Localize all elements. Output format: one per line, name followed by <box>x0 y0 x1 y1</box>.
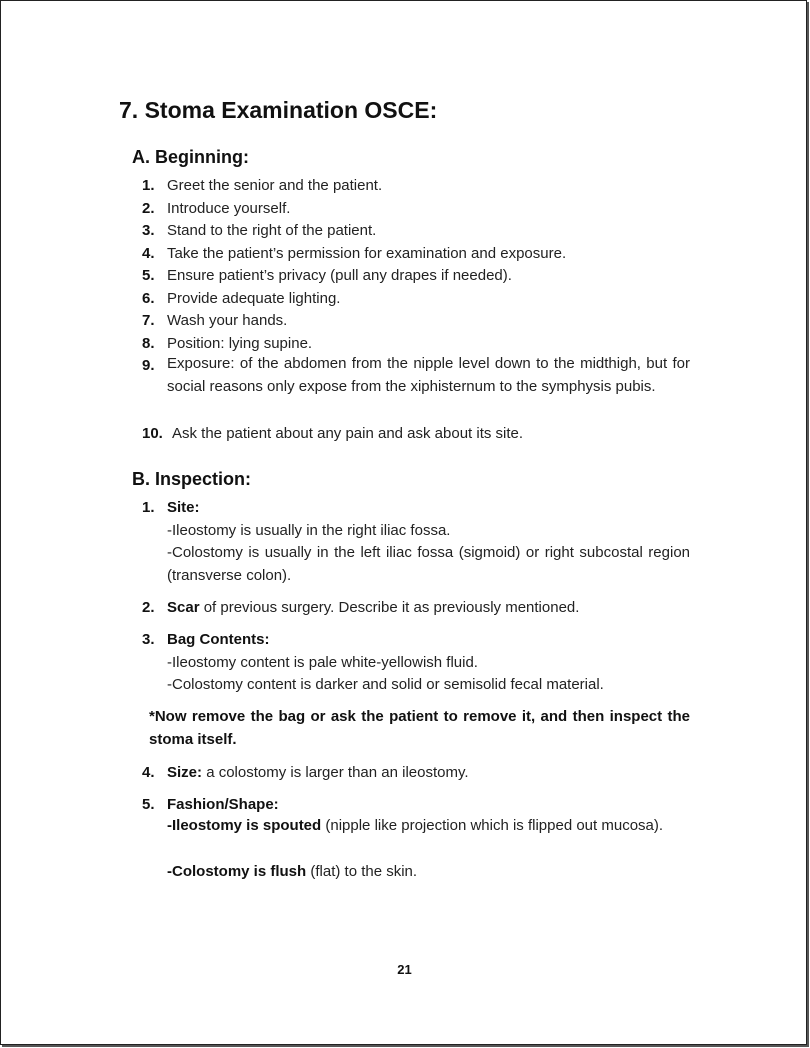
bag-ileostomy-line: -Ileostomy content is pale white-yellowish fluid. <box>167 653 478 671</box>
list-item-text: Exposure: of the abdomen from the nipple level down to the midthigh, but for social reasons only expose from the xiphisternum to the symphysis pubis. <box>167 355 690 395</box>
site-colostomy-line: -Colostomy is usually in the left iliac fossa (sigmoid) or right subcostal region (transverse colon). <box>167 544 690 584</box>
section-heading-beginning: A. Beginning: <box>132 147 249 167</box>
site-ileostomy-line: -Ileostomy is usually in the right iliac fossa. <box>167 521 451 539</box>
bag-colostomy-line: -Colostomy content is darker and solid or semisolid fecal material. <box>167 676 604 693</box>
fashion-colostomy-line: -Colostomy is flush (flat) to the skin. <box>167 863 418 880</box>
fashion-ileostomy-line: -Ileostomy is spouted (nipple like projection which is flipped out mucosa). <box>167 816 664 834</box>
page-title: 7. Stoma Examination OSCE: <box>119 97 438 123</box>
document-page: 7. Stoma Examination OSCE: A. Beginning: 1. Greet the senior and the patient. 2. Introduce yourself. 3. Stand to the right of the patient. 4. Take the patient’s permission for examination and exposure. 5. Ensure patient’s privacy (pull any drapes if needed). 6. Provide adequate lighting. 7. Wash your hands. 8. Position: lying supine. 9. Exposure: of the abdomen from the nipple level down to the midthigh, but for social reasons only expose from the xiphisternum to the symphysis pubis. 10. Ask the patient about any pain and ask about its site. B. Inspection: 1. Site: -Ileostomy is usually in the right iliac fossa. -Colostomy is usually in the left iliac fossa (sigmoid) or right subcostal region (transverse colon). 2. Scar of previous surgery. Describe it as previously mentioned. 3. Bag Contents: -Ileostomy content is pale white-yellowish fluid. -Colostomy content is darker and solid or semisolid fecal material. *Now remove the bag or ask the patient to remove it, and then inspect the stoma itself. 4. Size: a colostomy is larger than an ileostomy. 5. Fashion/Shape: -Ileostomy is spouted (nipple like projection which is flipped out mucosa). -Colostomy is flush (flat) to the skin. 21 <box>0 0 807 1045</box>
section-heading-inspection: B. Inspection: <box>132 469 252 489</box>
page-number: 21 <box>397 962 412 977</box>
remove-bag-note: *Now remove the bag or ask the patient to remove it, and then inspect the stoma itself. <box>149 708 690 748</box>
